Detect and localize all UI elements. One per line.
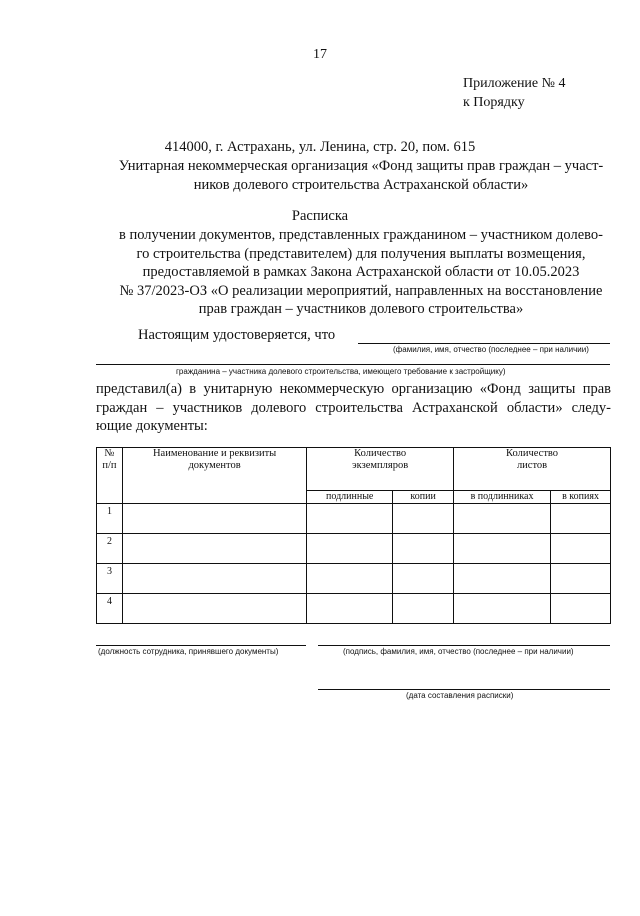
receipt-line-3: предоставляемой в рамках Закона Астраханской области от 10.05.2023 xyxy=(142,264,580,280)
receipt-line-2: го строительства (представителем) для получения выплаты возмещения, xyxy=(136,245,586,262)
receipt-line-4: № 37/2023-ОЗ «О реализации мероприятий, направленных на восстановление xyxy=(119,282,603,299)
date-hint: (дата составления расписки) xyxy=(406,691,514,700)
address: 414000, г. Астрахань, ул. Ленина, стр. 20, пом. 615 xyxy=(164,139,476,155)
cell-document-name[interactable] xyxy=(122,534,306,564)
page-number: 17 xyxy=(313,47,327,62)
paragraph-line-3: ющие документы: xyxy=(96,418,208,434)
cell-originals[interactable] xyxy=(307,564,393,594)
cell-originals[interactable] xyxy=(307,504,393,534)
cell-in-originals[interactable] xyxy=(454,564,551,594)
organization-line-2: ников долевого строительства Астраханской области» xyxy=(193,176,529,193)
cell-originals[interactable] xyxy=(307,594,393,624)
cell-in-originals[interactable] xyxy=(454,504,551,534)
table-row xyxy=(97,564,611,594)
row-number: 1 xyxy=(97,504,123,534)
table-row xyxy=(97,534,611,564)
paragraph-line-2: граждан – участников долевого строительства Астраханской области» следу- xyxy=(96,399,611,416)
cell-copies[interactable] xyxy=(393,504,454,534)
signature-line xyxy=(318,645,610,646)
cell-copies[interactable] xyxy=(393,564,454,594)
header-sheets-count: Количество листов xyxy=(454,448,611,491)
position-line xyxy=(96,645,306,646)
organization-line-1: Унитарная некоммерческая организация «Фонд защиты прав граждан – участ- xyxy=(118,158,604,174)
header-document-name: Наименование и реквизиты документов xyxy=(122,448,306,504)
appendix-line-1: Приложение № 4 xyxy=(463,76,566,91)
submitted-paragraph xyxy=(96,380,611,436)
appendix-line-2: к Порядку xyxy=(463,95,525,110)
subheader-originals: подлинные xyxy=(307,491,393,504)
cell-copies[interactable] xyxy=(393,534,454,564)
receipt-line-1: в получении документов, представленных гражданином – участником долево- xyxy=(119,227,603,243)
organization-name xyxy=(96,157,626,194)
receipt-title: Расписка xyxy=(291,208,349,224)
table-row xyxy=(97,594,611,624)
row-number: 3 xyxy=(97,564,123,594)
cell-document-name[interactable] xyxy=(122,594,306,624)
receipt-description xyxy=(96,226,626,319)
certify-text: Настоящим удостоверяется, что xyxy=(138,327,336,343)
row-number: 2 xyxy=(97,534,123,564)
subheader-in-originals: в подлинниках xyxy=(454,491,551,504)
cell-in-originals[interactable] xyxy=(454,534,551,564)
table-header-row xyxy=(97,448,611,491)
cell-document-name[interactable] xyxy=(122,504,306,534)
cell-document-name[interactable] xyxy=(122,564,306,594)
documents-table xyxy=(96,447,611,624)
row-number: 4 xyxy=(97,594,123,624)
subheader-in-copies: в копиях xyxy=(551,491,611,504)
subheader-copies: копии xyxy=(393,491,454,504)
cell-in-copies[interactable] xyxy=(551,504,611,534)
cell-in-copies[interactable] xyxy=(551,594,611,624)
receipt-line-5: прав граждан – участников долевого строительства» xyxy=(198,301,524,317)
paragraph-line-1: представил(а) в унитарную некоммерческую организацию «Фонд защиты прав xyxy=(96,381,611,397)
header-copies-count: Количество экземпляров xyxy=(307,448,454,491)
citizen-hint: гражданина – участника долевого строительства, имеющего требование к застройщику) xyxy=(176,367,506,376)
cell-in-originals[interactable] xyxy=(454,594,551,624)
date-line xyxy=(318,689,610,690)
signature-hint: (подпись, фамилия, имя, отчество (последнее – при наличии) xyxy=(343,647,574,656)
name-hint: (фамилия, имя, отчество (последнее – при наличии) xyxy=(393,345,589,354)
cell-in-copies[interactable] xyxy=(551,534,611,564)
cell-originals[interactable] xyxy=(307,534,393,564)
appendix-note xyxy=(463,74,566,112)
table-row xyxy=(97,504,611,534)
header-number: № п/п xyxy=(97,448,123,504)
citizen-fill-line xyxy=(96,364,610,365)
cell-in-copies[interactable] xyxy=(551,564,611,594)
position-hint: (должность сотрудника, принявшего документы) xyxy=(98,647,279,656)
cell-copies[interactable] xyxy=(393,594,454,624)
name-fill-line xyxy=(358,343,610,344)
